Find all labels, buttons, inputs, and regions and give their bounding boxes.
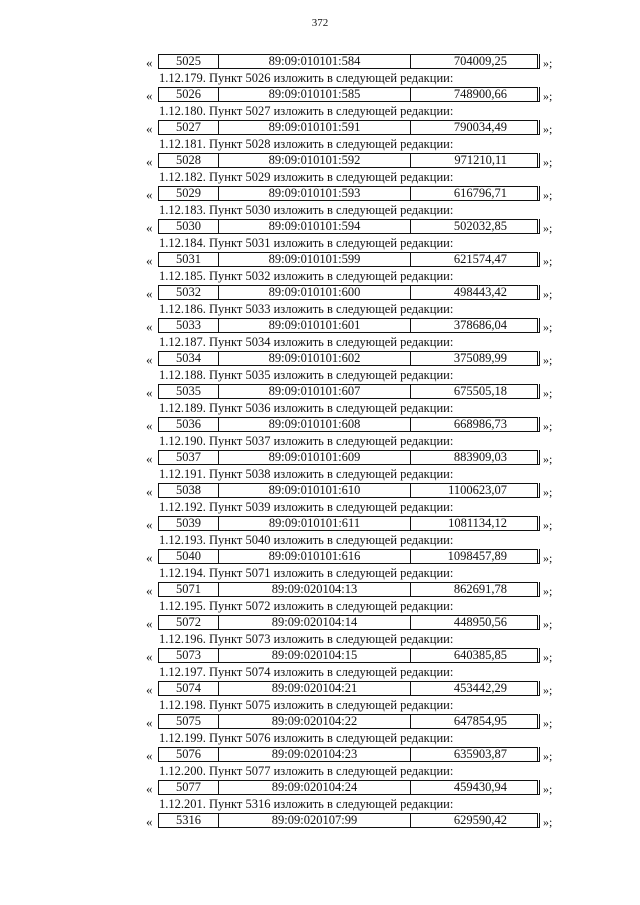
- closing-bracket: [536, 54, 540, 69]
- cadastral-number-cell: 89:09:020104:21: [219, 682, 411, 695]
- amendment-instruction: 1.12.181. Пункт 5028 изложить в следующей редакции:: [159, 137, 454, 151]
- amendment-instruction: 1.12.200. Пункт 5077 изложить в следующей редакции:: [159, 764, 454, 778]
- item-number-cell: 5038: [159, 484, 219, 497]
- closing-bracket: [536, 87, 540, 102]
- value-cell: 375089,99: [453, 351, 507, 365]
- item-number-cell: 5039: [159, 517, 219, 530]
- table-row: [0, 581, 640, 598]
- closing-quote: »;: [543, 56, 553, 70]
- opening-quote: «: [146, 154, 153, 169]
- row-cells: [158, 351, 538, 366]
- closing-quote: »;: [543, 452, 553, 466]
- table-row: [0, 812, 640, 829]
- value-cell: 647854,95: [453, 714, 507, 728]
- opening-quote: «: [146, 187, 153, 202]
- closing-quote: »;: [543, 386, 553, 400]
- table-row: [0, 713, 640, 730]
- row-cells: [158, 648, 538, 663]
- page-number: 372: [311, 17, 329, 29]
- closing-bracket: [536, 351, 540, 366]
- row-cells: [158, 219, 538, 234]
- row-cells: [158, 549, 538, 564]
- amendment-instruction: 1.12.196. Пункт 5073 изложить в следующей редакции:: [159, 632, 454, 646]
- item-number-cell: 5026: [159, 88, 219, 101]
- cadastral-number-cell: 89:09:010101:611: [219, 517, 411, 530]
- closing-bracket: [536, 582, 540, 597]
- opening-quote: «: [146, 682, 153, 697]
- closing-bracket: [536, 516, 540, 531]
- closing-bracket: [536, 714, 540, 729]
- closing-bracket: [536, 615, 540, 630]
- row-cells: [158, 813, 538, 828]
- value-cell: 498443,42: [453, 285, 507, 299]
- closing-bracket: [536, 780, 540, 795]
- table-row: [0, 416, 640, 433]
- closing-quote: »;: [543, 320, 553, 334]
- closing-quote: »;: [543, 287, 553, 301]
- row-cells: [158, 582, 538, 597]
- amendment-instruction: 1.12.184. Пункт 5031 изложить в следующей редакции:: [159, 236, 454, 250]
- closing-bracket: [536, 153, 540, 168]
- row-cells: [158, 483, 538, 498]
- value-cell: 668986,73: [453, 417, 507, 431]
- closing-bracket: [536, 219, 540, 234]
- closing-quote: »;: [543, 683, 553, 697]
- item-number-cell: 5031: [159, 253, 219, 266]
- opening-quote: «: [146, 484, 153, 499]
- item-number-cell: 5075: [159, 715, 219, 728]
- item-number-cell: 5036: [159, 418, 219, 431]
- closing-quote: »;: [543, 221, 553, 235]
- cadastral-number-cell: 89:09:020104:22: [219, 715, 411, 728]
- closing-quote: »;: [543, 518, 553, 532]
- row-cells: [158, 615, 538, 630]
- value-cell: 1081134,12: [448, 516, 507, 530]
- closing-bracket: [536, 186, 540, 201]
- value-cell: 502032,85: [453, 219, 507, 233]
- cadastral-number-cell: 89:09:010101:585: [219, 88, 411, 101]
- cadastral-number-cell: 89:09:010101:592: [219, 154, 411, 167]
- opening-quote: «: [146, 781, 153, 796]
- table-row: [0, 449, 640, 466]
- closing-bracket: [536, 648, 540, 663]
- value-cell: 621574,47: [453, 252, 507, 266]
- table-row: [0, 515, 640, 532]
- amendment-instruction: 1.12.192. Пункт 5039 изложить в следующей редакции:: [159, 500, 454, 514]
- amendment-instruction: 1.12.183. Пункт 5030 изложить в следующей редакции:: [159, 203, 454, 217]
- closing-bracket: [536, 450, 540, 465]
- cadastral-number-cell: 89:09:010101:616: [219, 550, 411, 563]
- cadastral-number-cell: 89:09:020104:13: [219, 583, 411, 596]
- amendment-instruction: 1.12.193. Пункт 5040 изложить в следующей редакции:: [159, 533, 454, 547]
- closing-quote: »;: [543, 254, 553, 268]
- table-row: [0, 746, 640, 763]
- cadastral-number-cell: 89:09:010101:608: [219, 418, 411, 431]
- amendment-instruction: 1.12.197. Пункт 5074 изложить в следующей редакции:: [159, 665, 454, 679]
- opening-quote: «: [146, 253, 153, 268]
- table-row: [0, 482, 640, 499]
- closing-bracket: [536, 318, 540, 333]
- item-number-cell: 5033: [159, 319, 219, 332]
- document-body: [0, 53, 640, 829]
- table-row: [0, 317, 640, 334]
- item-number-cell: 5027: [159, 121, 219, 134]
- table-row: [0, 680, 640, 697]
- closing-quote: »;: [543, 89, 553, 103]
- opening-quote: «: [146, 715, 153, 730]
- item-number-cell: 5073: [159, 649, 219, 662]
- value-cell: 448950,56: [453, 615, 507, 629]
- row-cells: [158, 153, 538, 168]
- cadastral-number-cell: 89:09:010101:609: [219, 451, 411, 464]
- value-cell: 883909,03: [453, 450, 507, 464]
- value-cell: 616796,71: [453, 186, 507, 200]
- item-number-cell: 5035: [159, 385, 219, 398]
- closing-quote: »;: [543, 419, 553, 433]
- item-number-cell: 5028: [159, 154, 219, 167]
- item-number-cell: 5040: [159, 550, 219, 563]
- table-row: [0, 779, 640, 796]
- cadastral-number-cell: 89:09:020104:23: [219, 748, 411, 761]
- cadastral-number-cell: 89:09:010101:594: [219, 220, 411, 233]
- cadastral-number-cell: 89:09:010101:599: [219, 253, 411, 266]
- closing-quote: »;: [543, 617, 553, 631]
- cadastral-number-cell: 89:09:010101:610: [219, 484, 411, 497]
- closing-bracket: [536, 747, 540, 762]
- closing-bracket: [536, 417, 540, 432]
- opening-quote: «: [146, 748, 153, 763]
- row-cells: [158, 516, 538, 531]
- cadastral-number-cell: 89:09:010101:602: [219, 352, 411, 365]
- row-cells: [158, 285, 538, 300]
- table-row: [0, 119, 640, 136]
- closing-bracket: [536, 120, 540, 135]
- closing-quote: »;: [543, 485, 553, 499]
- amendment-instruction: 1.12.189. Пункт 5036 изложить в следующей редакции:: [159, 401, 454, 415]
- value-cell: 1100623,07: [448, 483, 507, 497]
- amendment-instruction: 1.12.199. Пункт 5076 изложить в следующей редакции:: [159, 731, 454, 745]
- item-number-cell: 5071: [159, 583, 219, 596]
- cadastral-number-cell: 89:09:010101:584: [219, 55, 411, 68]
- item-number-cell: 5072: [159, 616, 219, 629]
- closing-quote: »;: [543, 782, 553, 796]
- row-cells: [158, 417, 538, 432]
- row-cells: [158, 681, 538, 696]
- item-number-cell: 5076: [159, 748, 219, 761]
- closing-bracket: [536, 549, 540, 564]
- value-cell: 1098457,89: [447, 549, 507, 563]
- table-row: [0, 548, 640, 565]
- row-cells: [158, 714, 538, 729]
- table-row: [0, 185, 640, 202]
- closing-quote: »;: [543, 188, 553, 202]
- cadastral-number-cell: 89:09:010101:591: [219, 121, 411, 134]
- opening-quote: «: [146, 418, 153, 433]
- closing-bracket: [536, 483, 540, 498]
- amendment-instruction: 1.12.186. Пункт 5033 изложить в следующей редакции:: [159, 302, 454, 316]
- opening-quote: «: [146, 649, 153, 664]
- table-row: [0, 218, 640, 235]
- table-row: [0, 86, 640, 103]
- amendment-instruction: 1.12.179. Пункт 5026 изложить в следующей редакции:: [159, 71, 454, 85]
- table-row: [0, 53, 640, 70]
- closing-quote: »;: [543, 716, 553, 730]
- row-cells: [158, 54, 538, 69]
- opening-quote: «: [146, 550, 153, 565]
- opening-quote: «: [146, 88, 153, 103]
- table-row: [0, 614, 640, 631]
- item-number-cell: 5037: [159, 451, 219, 464]
- opening-quote: «: [146, 352, 153, 367]
- cadastral-number-cell: 89:09:010101:600: [219, 286, 411, 299]
- item-number-cell: 5025: [159, 55, 219, 68]
- opening-quote: «: [146, 583, 153, 598]
- amendment-instruction: 1.12.180. Пункт 5027 изложить в следующей редакции:: [159, 104, 454, 118]
- closing-bracket: [536, 252, 540, 267]
- amendment-instruction: 1.12.194. Пункт 5071 изложить в следующей редакции:: [159, 566, 454, 580]
- amendment-instruction: 1.12.187. Пункт 5034 изложить в следующей редакции:: [159, 335, 454, 349]
- amendment-instruction: 1.12.188. Пункт 5035 изложить в следующей редакции:: [159, 368, 454, 382]
- amendment-instruction: 1.12.191. Пункт 5038 изложить в следующей редакции:: [159, 467, 454, 481]
- closing-quote: »;: [543, 815, 553, 829]
- value-cell: 862691,78: [453, 582, 507, 596]
- item-number-cell: 5074: [159, 682, 219, 695]
- opening-quote: «: [146, 451, 153, 466]
- row-cells: [158, 120, 538, 135]
- row-cells: [158, 780, 538, 795]
- value-cell: 453442,29: [453, 681, 507, 695]
- item-number-cell: 5030: [159, 220, 219, 233]
- amendment-instruction: 1.12.190. Пункт 5037 изложить в следующей редакции:: [159, 434, 454, 448]
- row-cells: [158, 747, 538, 762]
- opening-quote: «: [146, 220, 153, 235]
- value-cell: 790034,49: [453, 120, 507, 134]
- closing-quote: »;: [543, 551, 553, 565]
- closing-bracket: [536, 285, 540, 300]
- cadastral-number-cell: 89:09:020104:14: [219, 616, 411, 629]
- amendment-instruction: 1.12.185. Пункт 5032 изложить в следующей редакции:: [159, 269, 454, 283]
- row-cells: [158, 384, 538, 399]
- row-cells: [158, 87, 538, 102]
- amendment-instruction: 1.12.201. Пункт 5316 изложить в следующей редакции:: [159, 797, 454, 811]
- value-cell: 704009,25: [453, 54, 507, 68]
- cadastral-number-cell: 89:09:010101:593: [219, 187, 411, 200]
- amendment-instruction: 1.12.195. Пункт 5072 изложить в следующей редакции:: [159, 599, 454, 613]
- amendment-instruction: 1.12.198. Пункт 5075 изложить в следующей редакции:: [159, 698, 454, 712]
- table-row: [0, 251, 640, 268]
- row-cells: [158, 318, 538, 333]
- row-cells: [158, 186, 538, 201]
- closing-quote: »;: [543, 749, 553, 763]
- closing-quote: »;: [543, 353, 553, 367]
- item-number-cell: 5029: [159, 187, 219, 200]
- value-cell: 748900,66: [453, 87, 507, 101]
- value-cell: 635903,87: [453, 747, 507, 761]
- cadastral-number-cell: 89:09:010101:607: [219, 385, 411, 398]
- opening-quote: «: [146, 385, 153, 400]
- item-number-cell: 5034: [159, 352, 219, 365]
- opening-quote: «: [146, 55, 153, 70]
- closing-quote: »;: [543, 155, 553, 169]
- opening-quote: «: [146, 319, 153, 334]
- item-number-cell: 5032: [159, 286, 219, 299]
- opening-quote: «: [146, 121, 153, 136]
- value-cell: 378686,04: [453, 318, 507, 332]
- closing-bracket: [536, 681, 540, 696]
- cadastral-number-cell: 89:09:020107:99: [219, 814, 411, 827]
- closing-quote: »;: [543, 122, 553, 136]
- value-cell: 675505,18: [453, 384, 507, 398]
- row-cells: [158, 450, 538, 465]
- closing-quote: »;: [543, 584, 553, 598]
- item-number-cell: 5077: [159, 781, 219, 794]
- table-row: [0, 647, 640, 664]
- closing-quote: »;: [543, 650, 553, 664]
- table-row: [0, 152, 640, 169]
- cadastral-number-cell: 89:09:020104:15: [219, 649, 411, 662]
- value-cell: 459430,94: [453, 780, 507, 794]
- amendment-instruction: 1.12.182. Пункт 5029 изложить в следующей редакции:: [159, 170, 454, 184]
- value-cell: 629590,42: [453, 813, 507, 827]
- table-row: [0, 383, 640, 400]
- row-cells: [158, 252, 538, 267]
- opening-quote: «: [146, 286, 153, 301]
- value-cell: 640385,85: [453, 648, 507, 662]
- table-row: [0, 350, 640, 367]
- closing-bracket: [536, 384, 540, 399]
- table-row: [0, 284, 640, 301]
- value-cell: 971210,11: [454, 153, 507, 167]
- item-number-cell: 5316: [159, 814, 219, 827]
- closing-bracket: [536, 813, 540, 828]
- opening-quote: «: [146, 517, 153, 532]
- cadastral-number-cell: 89:09:010101:601: [219, 319, 411, 332]
- opening-quote: «: [146, 616, 153, 631]
- cadastral-number-cell: 89:09:020104:24: [219, 781, 411, 794]
- opening-quote: «: [146, 814, 153, 829]
